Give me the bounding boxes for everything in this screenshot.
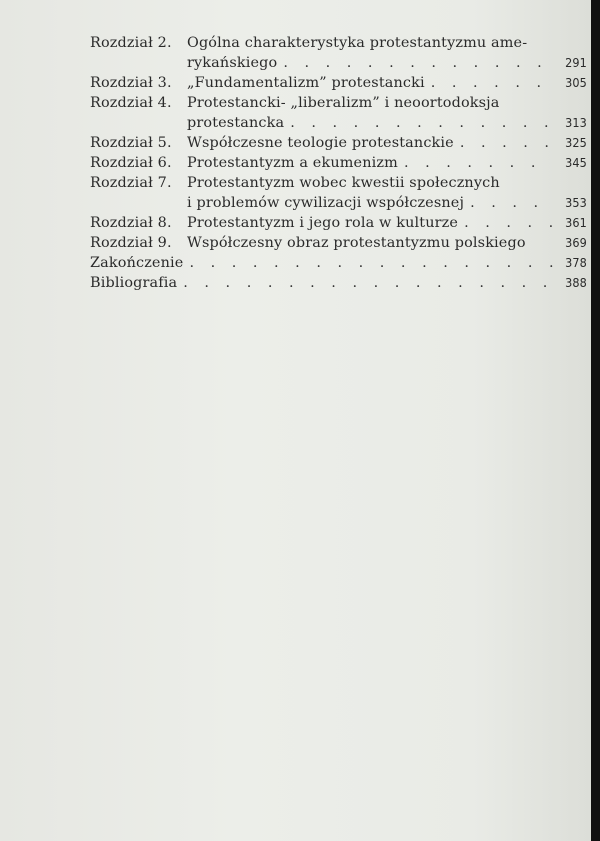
toc-entry-bibliography bbox=[90, 273, 587, 293]
chapter-title-line: Protestantyzm a ekumenizm bbox=[187, 155, 398, 171]
page-number: 369 bbox=[565, 235, 587, 250]
page-edge-shadow bbox=[591, 0, 600, 841]
page-number: 325 bbox=[565, 135, 587, 150]
chapter-title-line: rykańskiego bbox=[187, 55, 278, 71]
table-of-contents bbox=[90, 33, 587, 293]
page-number: 345 bbox=[565, 155, 587, 170]
leader-dots bbox=[425, 73, 553, 93]
toc-entry-chapter-8 bbox=[90, 213, 587, 233]
leader-dots bbox=[183, 253, 553, 273]
chapter-title-line: Współczesny obraz protestantyzmu polskiego bbox=[187, 235, 526, 251]
page-number: 361 bbox=[565, 215, 587, 230]
chapter-title-line: Ogólna charakterystyka protestantyzmu ame- bbox=[187, 35, 528, 51]
chapter-title-line: i problemów cywilizacji współczesnej bbox=[187, 195, 465, 211]
chapter-title-line: protestancka bbox=[187, 115, 285, 131]
page-number: 353 bbox=[565, 195, 587, 210]
page-number: 313 bbox=[565, 115, 587, 130]
toc-entry-chapter-6 bbox=[90, 153, 587, 173]
leader-dots bbox=[458, 213, 553, 233]
chapter-title-line: Protestantyzm i jego rola w kulturze bbox=[187, 215, 459, 231]
chapter-label: Rozdział 7. bbox=[90, 175, 172, 191]
toc-entry-chapter-9 bbox=[90, 233, 587, 253]
chapter-label: Rozdział 4. bbox=[90, 95, 172, 111]
leader-dots bbox=[398, 153, 553, 173]
leader-dots bbox=[284, 113, 553, 133]
chapter-label: Rozdział 2. bbox=[90, 35, 172, 51]
page-number: 378 bbox=[565, 255, 587, 270]
chapter-label: Rozdział 3. bbox=[90, 75, 172, 91]
chapter-label: Rozdział 5. bbox=[90, 135, 172, 151]
chapter-title-line: Protestancki- „liberalizm” i neoortodoksja bbox=[187, 95, 500, 111]
toc-entry-chapter-4 bbox=[90, 93, 587, 133]
page-number: 305 bbox=[565, 75, 587, 90]
leader-dots bbox=[277, 53, 553, 73]
leader-dots bbox=[464, 193, 553, 213]
page-number: 291 bbox=[565, 55, 587, 70]
toc-entry-conclusion bbox=[90, 253, 587, 273]
toc-entry-chapter-2 bbox=[90, 33, 587, 73]
toc-entry-chapter-7 bbox=[90, 173, 587, 213]
toc-entry-chapter-3 bbox=[90, 73, 587, 93]
section-label: Bibliografia bbox=[90, 275, 178, 291]
chapter-label: Rozdział 8. bbox=[90, 215, 172, 231]
chapter-label: Rozdział 9. bbox=[90, 235, 172, 251]
chapter-title-line: „Fundamentalizm” protestancki bbox=[187, 75, 425, 91]
chapter-title-line: Współczesne teologie protestanckie bbox=[187, 135, 454, 151]
section-label: Zakończenie bbox=[90, 255, 184, 271]
toc-entry-chapter-5 bbox=[90, 133, 587, 153]
chapter-label: Rozdział 6. bbox=[90, 155, 172, 171]
page-number: 388 bbox=[565, 275, 587, 290]
leader-dots bbox=[177, 273, 553, 293]
chapter-title-line: Protestantyzm wobec kwestii społecznych bbox=[187, 175, 500, 191]
leader-dots bbox=[454, 133, 553, 153]
